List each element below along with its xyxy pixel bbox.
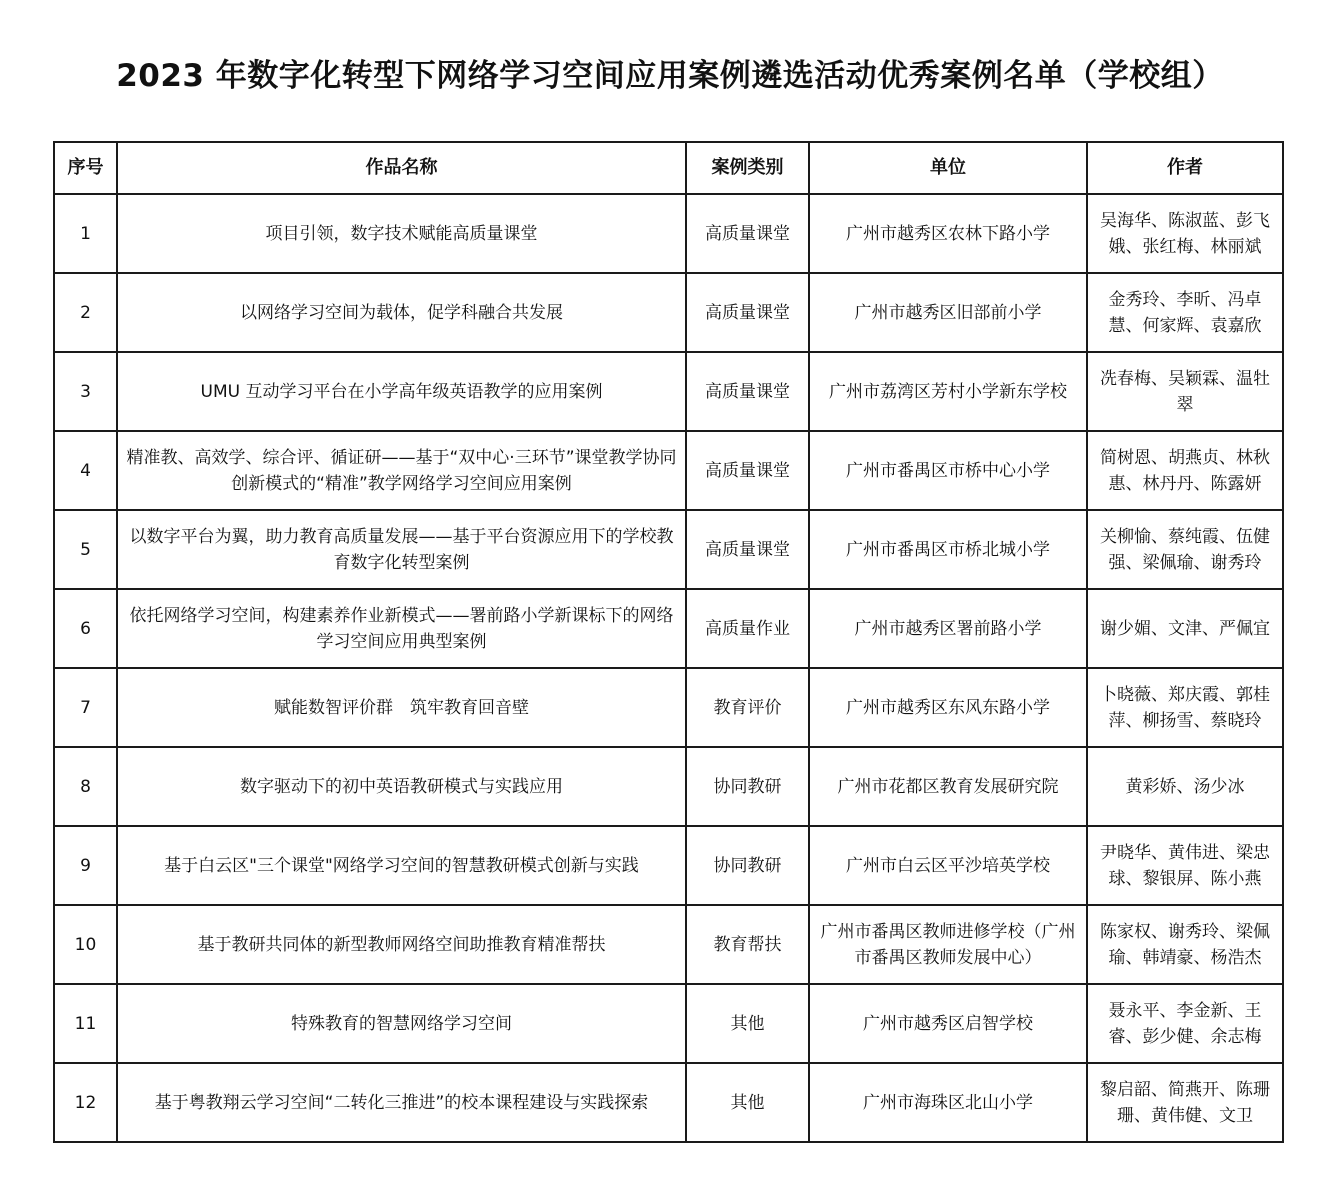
cell-unit: 广州市海珠区北山小学	[809, 1063, 1087, 1142]
header-no: 序号	[54, 142, 117, 194]
cell-no: 8	[54, 747, 117, 826]
cell-no: 11	[54, 984, 117, 1063]
cell-unit: 广州市越秀区署前路小学	[809, 589, 1087, 668]
cell-no: 2	[54, 273, 117, 352]
header-category: 案例类别	[686, 142, 809, 194]
document-title: 2023 年数字化转型下网络学习空间应用案例遴选活动优秀案例名单（学校组）	[116, 58, 1224, 94]
table-header-row	[54, 142, 1283, 194]
cell-category: 协同教研	[686, 747, 809, 826]
table-row	[54, 1063, 1283, 1142]
cell-no: 1	[54, 194, 117, 273]
table-row	[54, 826, 1283, 905]
cell-no: 7	[54, 668, 117, 747]
cell-category: 高质量作业	[686, 589, 809, 668]
cell-title: 精准教、高效学、综合评、循证研——基于“双中心·三环节”课堂教学协同创新模式的“精准”教学网络学习空间应用案例	[117, 431, 686, 510]
cell-authors: 谢少媚、文津、严佩宜	[1087, 589, 1283, 668]
cell-title: 特殊教育的智慧网络学习空间	[117, 984, 686, 1063]
cell-unit: 广州市白云区平沙培英学校	[809, 826, 1087, 905]
cell-category: 高质量课堂	[686, 194, 809, 273]
cell-authors: 卜晓薇、郑庆霞、郭桂萍、柳扬雪、蔡晓玲	[1087, 668, 1283, 747]
cell-no: 9	[54, 826, 117, 905]
cell-category: 高质量课堂	[686, 352, 809, 431]
cell-authors: 陈家权、谢秀玲、梁佩瑜、韩靖豪、杨浩杰	[1087, 905, 1283, 984]
cell-unit: 广州市越秀区启智学校	[809, 984, 1087, 1063]
cell-category: 协同教研	[686, 826, 809, 905]
cell-title: 数字驱动下的初中英语教研模式与实践应用	[117, 747, 686, 826]
table-row	[54, 510, 1283, 589]
cell-category: 教育帮扶	[686, 905, 809, 984]
cell-authors: 简树恩、胡燕贞、林秋惠、林丹丹、陈露妍	[1087, 431, 1283, 510]
cell-title: 赋能数智评价群 筑牢教育回音壁	[117, 668, 686, 747]
cell-authors: 金秀玲、李昕、冯卓慧、何家辉、袁嘉欣	[1087, 273, 1283, 352]
cell-category: 高质量课堂	[686, 273, 809, 352]
cell-unit: 广州市番禺区教师进修学校（广州市番禺区教师发展中心）	[809, 905, 1087, 984]
cell-authors: 黄彩娇、汤少冰	[1087, 747, 1283, 826]
cell-no: 12	[54, 1063, 117, 1142]
cell-title: 以数字平台为翼，助力教育高质量发展——基于平台资源应用下的学校教育数字化转型案例	[117, 510, 686, 589]
cell-title: UMU 互动学习平台在小学高年级英语教学的应用案例	[117, 352, 686, 431]
table-row	[54, 905, 1283, 984]
cell-unit: 广州市花都区教育发展研究院	[809, 747, 1087, 826]
table-row	[54, 589, 1283, 668]
table-row	[54, 984, 1283, 1063]
cell-title: 基于白云区"三个课堂"网络学习空间的智慧教研模式创新与实践	[117, 826, 686, 905]
cell-title: 基于教研共同体的新型教师网络空间助推教育精准帮扶	[117, 905, 686, 984]
cell-authors: 黎启韶、简燕开、陈珊珊、黄伟健、文卫	[1087, 1063, 1283, 1142]
cell-unit: 广州市番禺区市桥中心小学	[809, 431, 1087, 510]
header-authors: 作者	[1087, 142, 1283, 194]
cell-no: 10	[54, 905, 117, 984]
cell-category: 其他	[686, 1063, 809, 1142]
header-title: 作品名称	[117, 142, 686, 194]
cell-title: 基于粤教翔云学习空间“二转化三推进”的校本课程建设与实践探索	[117, 1063, 686, 1142]
cell-title: 以网络学习空间为载体，促学科融合共发展	[117, 273, 686, 352]
cell-no: 6	[54, 589, 117, 668]
cell-authors: 关柳愉、蔡纯霞、伍健强、梁佩瑜、谢秀玲	[1087, 510, 1283, 589]
cell-unit: 广州市越秀区农林下路小学	[809, 194, 1087, 273]
cell-unit: 广州市越秀区东风东路小学	[809, 668, 1087, 747]
cell-no: 5	[54, 510, 117, 589]
cell-no: 4	[54, 431, 117, 510]
cell-title: 依托网络学习空间，构建素养作业新模式——署前路小学新课标下的网络学习空间应用典型案例	[117, 589, 686, 668]
table-row	[54, 352, 1283, 431]
table-row	[54, 431, 1283, 510]
cell-authors: 冼春梅、吴颖霖、温牡翠	[1087, 352, 1283, 431]
table-row	[54, 194, 1283, 273]
cell-unit: 广州市荔湾区芳村小学新东学校	[809, 352, 1087, 431]
cell-authors: 尹晓华、黄伟进、梁忠球、黎银屏、陈小燕	[1087, 826, 1283, 905]
cell-category: 高质量课堂	[686, 431, 809, 510]
award-list-table	[53, 141, 1284, 1143]
table-row	[54, 668, 1283, 747]
header-unit: 单位	[809, 142, 1087, 194]
cell-authors: 聂永平、李金新、王睿、彭少健、余志梅	[1087, 984, 1283, 1063]
cell-category: 教育评价	[686, 668, 809, 747]
cell-authors: 吴海华、陈淑蓝、彭飞娥、张红梅、林丽斌	[1087, 194, 1283, 273]
cell-category: 高质量课堂	[686, 510, 809, 589]
table-row	[54, 747, 1283, 826]
cell-no: 3	[54, 352, 117, 431]
cell-category: 其他	[686, 984, 809, 1063]
cell-unit: 广州市番禺区市桥北城小学	[809, 510, 1087, 589]
table-row	[54, 273, 1283, 352]
cell-unit: 广州市越秀区旧部前小学	[809, 273, 1087, 352]
cell-title: 项目引领，数字技术赋能高质量课堂	[117, 194, 686, 273]
